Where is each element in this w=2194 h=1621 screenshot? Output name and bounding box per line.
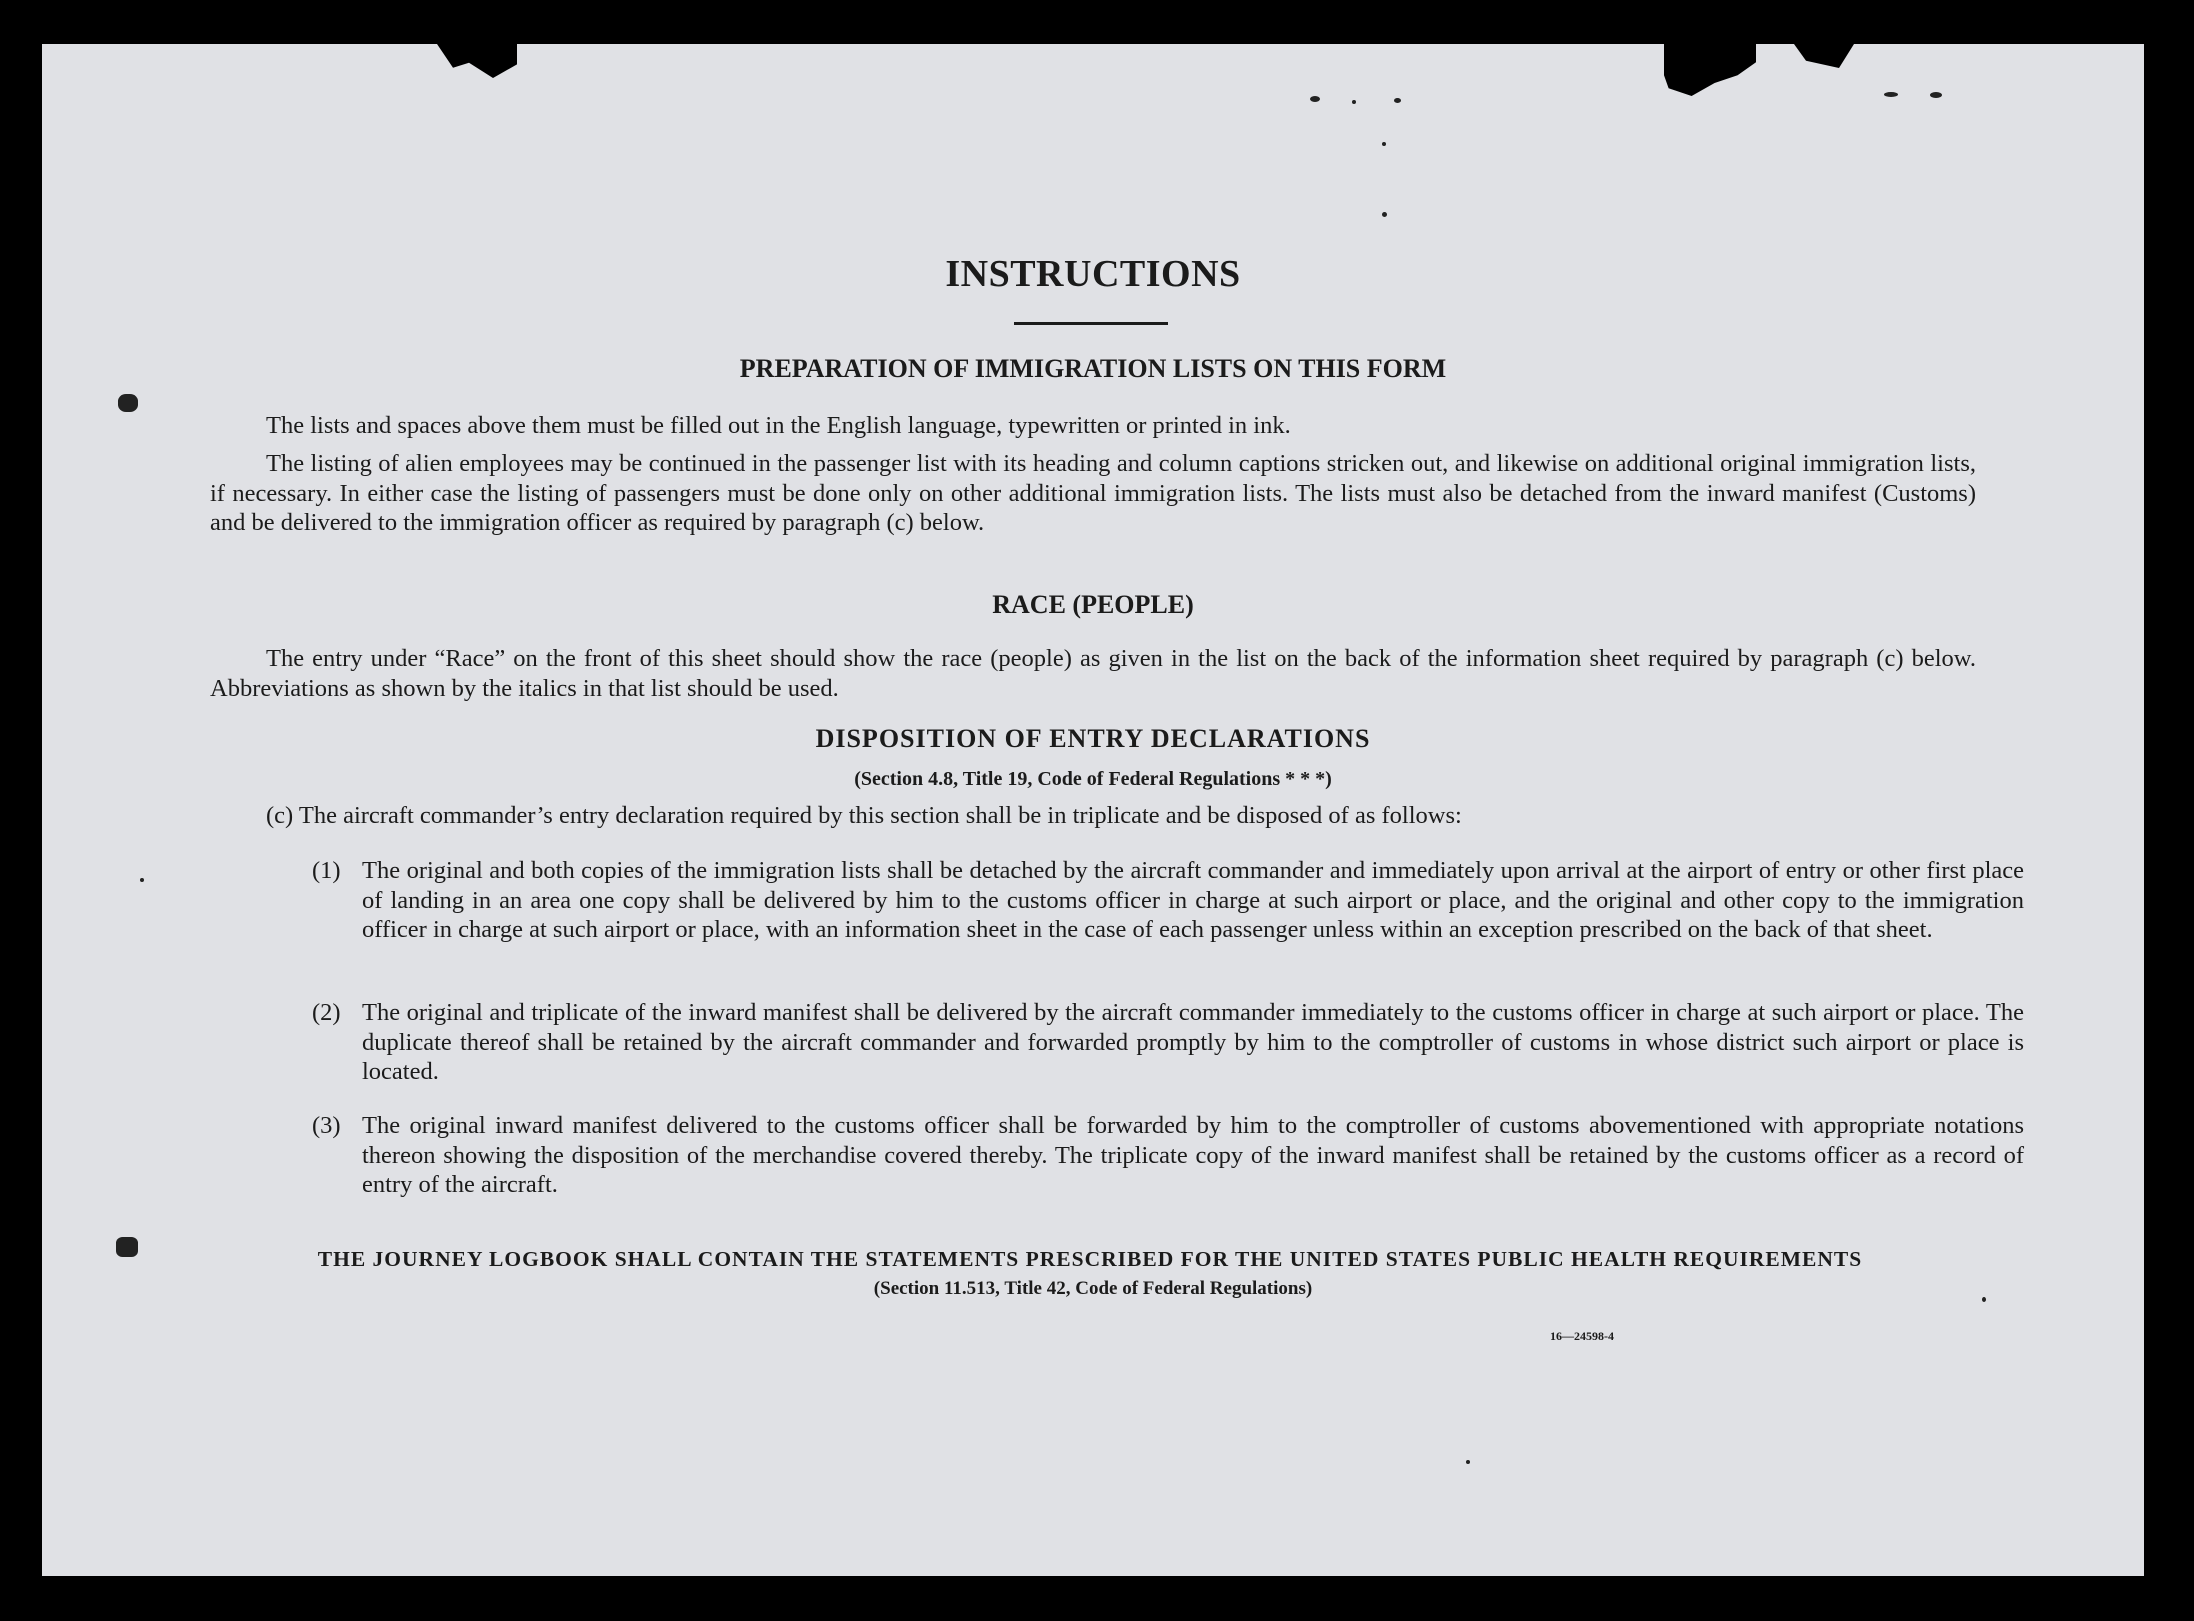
health-requirements-citation: (Section 11.513, Title 42, Code of Federal Regulations): [873, 1278, 1313, 1299]
race-paragraph: [210, 644, 1976, 703]
title-underline: [1014, 322, 1168, 325]
ink-speck: [1382, 212, 1387, 217]
health-requirements-statement: THE JOURNEY LOGBOOK SHALL CONTAIN THE STATEMENTS PRESCRIBED FOR THE UNITED STATES PUBLIC HEALTH REQUIREMENTS: [317, 1247, 1863, 1271]
race-paragraph-text: The entry under “Race” on the front of this sheet should show the race (people) as given in the list on the back of the information sheet required by paragraph (c) below. Abbreviations as shown by the italics in that list should be used.: [210, 645, 1976, 702]
item-text: The original inward manifest delivered to the customs officer shall be forwarded by him to the comptroller of customs abovementioned with appropriate notations thereon showing the disposition of the merchandise covered thereby. The triplicate copy of the inward manifest shall be retained by the customs officer as a record of entry of the aircraft.: [362, 1112, 2024, 1198]
ink-speck: [1394, 98, 1401, 103]
torn-edge: [1664, 44, 1756, 96]
preparation-paragraph-2: [210, 449, 1976, 538]
preparation-paragraph-2-text: The listing of alien employees may be continued in the passenger list with its heading and column captions stricken out, and likewise on additional original immigration lists, if necessary. In either case the listing of passengers must be done only on other additional immigration lists. The lists must also be detached from the inward manifest (Customs) and be delivered to the immigration officer as required by paragraph (c) below.: [210, 450, 1976, 536]
item-number: (3): [312, 1112, 341, 1139]
disposition-intro: [210, 801, 1976, 831]
item-number: (1): [312, 857, 341, 884]
ink-speck: [1382, 142, 1386, 146]
disposition-intro-text: (c) The aircraft commander’s entry declaration required by this section shall be in triplicate and be disposed of as follows:: [266, 802, 1462, 829]
item-text: The original and triplicate of the inward manifest shall be delivered by the aircraft commander immediately to the customs officer in charge at such airport or place. The duplicate thereof shall be retained by the aircraft commander and forwarded promptly by him to the comptroller of customs in whose district such airport or place is located.: [362, 999, 2024, 1085]
item-number: (2): [312, 999, 341, 1026]
preparation-paragraph-1-text: The lists and spaces above them must be filled out in the English language, typewritten or printed in ink.: [266, 412, 1291, 439]
torn-edge: [1794, 44, 1854, 68]
race-heading: RACE (PEOPLE): [992, 590, 1194, 619]
disposition-item-3: [314, 1111, 2024, 1200]
form-number: 16—24598-4: [1550, 1329, 1614, 1343]
ink-speck: [118, 394, 138, 412]
ink-speck: [1310, 96, 1320, 102]
disposition-item-1: [314, 856, 2024, 945]
ink-speck: [1884, 92, 1898, 97]
document-page: [42, 44, 2144, 1576]
ink-speck: [1352, 100, 1356, 104]
ink-speck: [140, 878, 144, 882]
disposition-heading: DISPOSITION OF ENTRY DECLARATIONS: [815, 724, 1371, 753]
ink-speck: [116, 1237, 138, 1257]
item-text: The original and both copies of the immigration lists shall be detached by the aircraft commander and immediately upon arrival at the airport of entry or other first place of landing in an area one copy shall be delivered by him to the customs officer in charge at such airport or place, and the original and other copy to the immigration officer in charge at such airport or place, with an information sheet in the case of each passenger unless within an exception prescribed on the back of that sheet.: [362, 857, 2024, 943]
preparation-paragraph-1: [210, 411, 1976, 441]
page-title: INSTRUCTIONS: [945, 253, 1241, 295]
preparation-heading: PREPARATION OF IMMIGRATION LISTS ON THIS FORM: [739, 354, 1447, 383]
ink-speck: [1930, 92, 1942, 98]
disposition-item-2: [314, 998, 2024, 1087]
disposition-citation: (Section 4.8, Title 19, Code of Federal Regulations * * *): [854, 768, 1332, 790]
ink-speck: [1466, 1460, 1470, 1464]
torn-edge: [437, 44, 517, 78]
